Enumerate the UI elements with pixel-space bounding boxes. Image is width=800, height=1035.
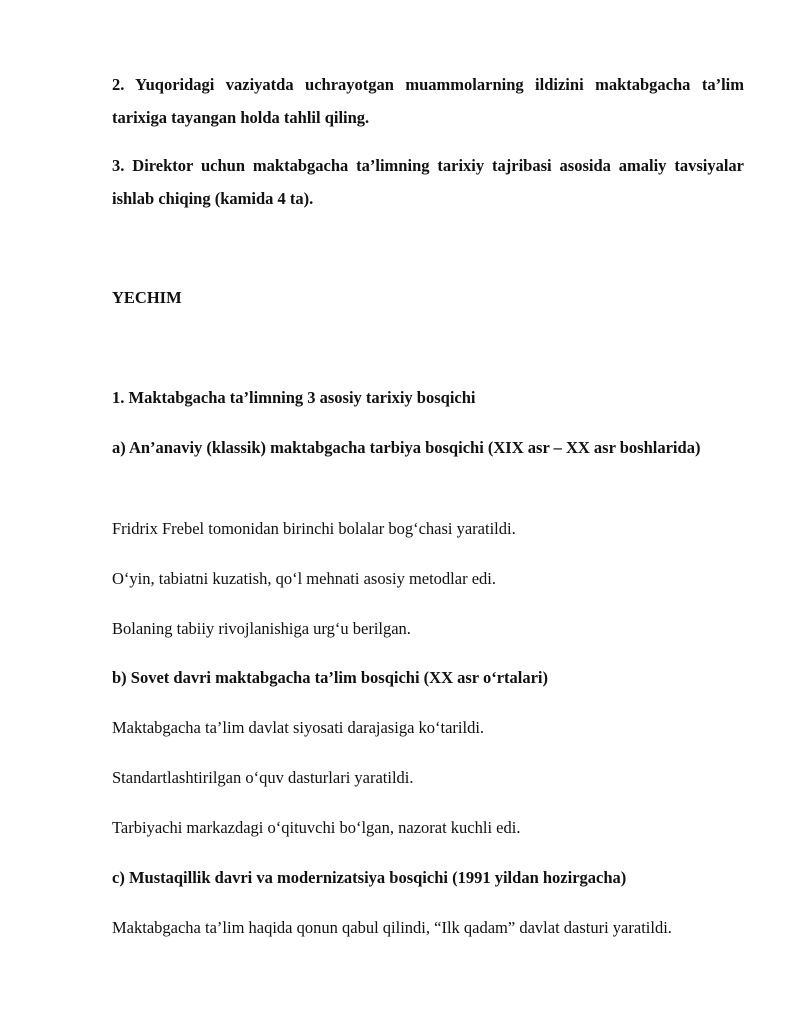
stage-c-title: c) Mustaqillik davri va modernizatsiya bosqichi (1991 yildan hozirgacha) (112, 868, 627, 887)
stage-b-point-1: Maktabgacha ta’lim davlat siyosati darajasiga ko‘tarildi. (112, 718, 485, 737)
stage-b-title: b) Sovet davri maktabgacha ta’lim bosqichi (XX asr o‘rtalari) (112, 668, 549, 687)
stage-a-title: a) An’anaviy (klassik) maktabgacha tarbiya bosqichi (XIX asr – XX asr boshlarida) (112, 438, 701, 457)
question-3: 3. Direktor uchun maktabgacha ta’limning tarixiy tajribasi asosida amaliy tavsiyalar ishlab chiqing (kamida 4 ta). (112, 156, 744, 208)
stage-a-point-3: Bolaning tabiiy rivojlanishiga urg‘u berilgan. (112, 619, 411, 638)
question-2: 2. Yuqoridagi vaziyatda uchrayotgan muammolarning ildizini maktabgacha ta’lim tarixiga tayangan holda tahlil qiling. (112, 75, 744, 127)
section-1-title: 1. Maktabgacha ta’limning 3 asosiy tarixiy bosqichi (112, 388, 476, 407)
stage-c-point-1: Maktabgacha ta’lim haqida qonun qabul qilindi, “Ilk qadam” davlat dasturi yaratildi. (112, 918, 672, 937)
solution-heading: YECHIM (112, 288, 182, 307)
stage-b-point-3: Tarbiyachi markazdagi o‘qituvchi bo‘lgan, nazorat kuchli edi. (112, 818, 521, 837)
stage-a-point-1: Fridrix Frebel tomonidan birinchi bolalar bog‘chasi yaratildi. (112, 519, 516, 538)
stage-a-point-2: O‘yin, tabiatni kuzatish, qo‘l mehnati asosiy metodlar edi. (112, 569, 496, 588)
stage-b-point-2: Standartlashtirilgan o‘quv dasturlari yaratildi. (112, 768, 414, 787)
